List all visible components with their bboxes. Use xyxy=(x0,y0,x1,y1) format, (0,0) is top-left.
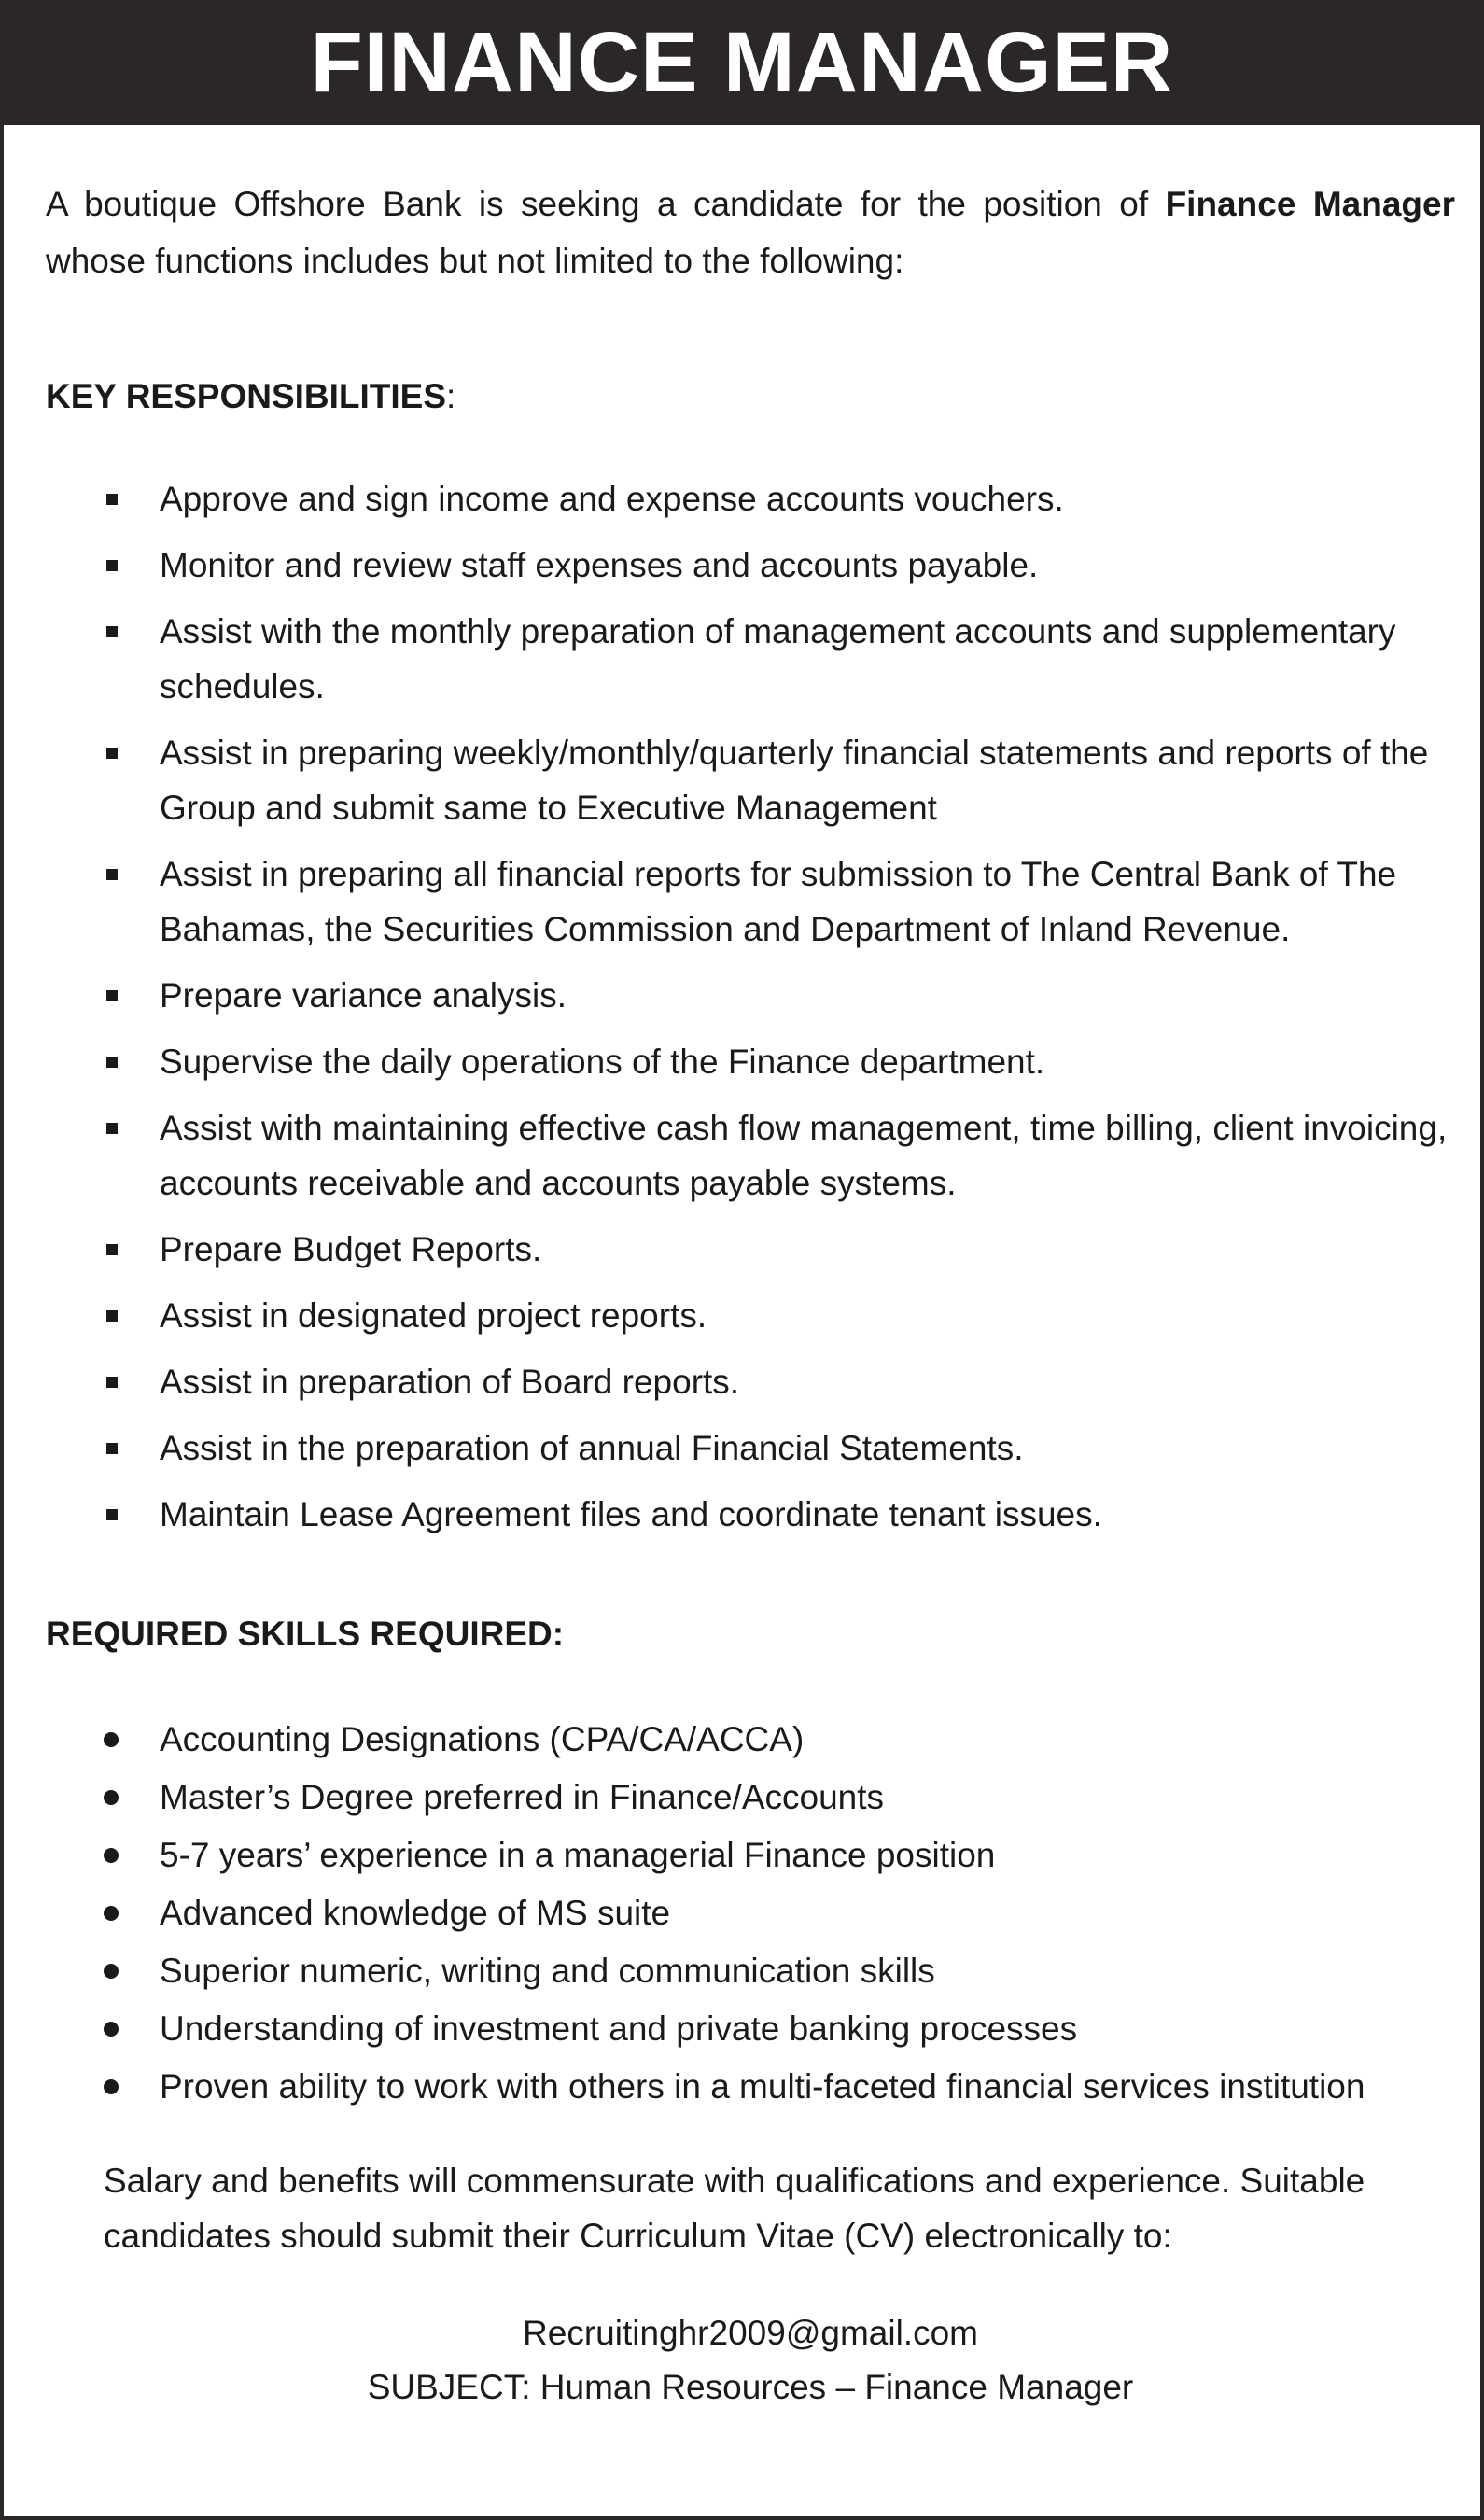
square-bullet-icon xyxy=(106,990,118,1001)
round-bullet-icon xyxy=(104,1732,119,1747)
square-bullet-icon xyxy=(106,494,118,505)
square-bullet-icon xyxy=(106,869,118,880)
square-bullet-icon xyxy=(106,1377,118,1388)
list-item-text: Superior numeric, writing and communication skills xyxy=(160,1952,935,1990)
square-bullet-icon xyxy=(106,1443,118,1454)
responsibilities-heading xyxy=(46,368,1455,425)
list-item xyxy=(46,1354,1450,1409)
list-item xyxy=(46,471,1450,526)
title-banner xyxy=(4,0,1480,125)
list-item-text: Assist in preparing all financial reports for submission to The Central Bank of The Bahamas, the Securities Commission and Department of Inland Revenue. xyxy=(160,855,1397,948)
list-item xyxy=(46,1827,1455,1884)
round-bullet-icon xyxy=(104,2079,119,2094)
list-item-text: Proven ability to work with others in a multi-faceted financial services institution xyxy=(160,2067,1365,2106)
responsibilities-heading-colon: : xyxy=(446,377,456,415)
ad-body xyxy=(46,175,1455,2415)
square-bullet-icon xyxy=(106,748,118,759)
skills-list xyxy=(46,1711,1455,2116)
list-item-text: Assist in the preparation of annual Financial Statements. xyxy=(160,1429,1024,1467)
square-bullet-icon xyxy=(106,560,118,571)
list-item-text: Assist with the monthly preparation of management accounts and supplementary schedules. xyxy=(160,612,1396,706)
list-item-text: Assist with maintaining effective cash flow management, time billing, client invoicing, accounts receivable and accounts payable systems. xyxy=(160,1109,1448,1202)
square-bullet-icon xyxy=(106,626,118,637)
list-item-text: Monitor and review staff expenses and accounts payable. xyxy=(160,546,1039,584)
contact-subject: SUBJECT: Human Resources – Finance Manager xyxy=(367,2368,1134,2406)
list-item xyxy=(46,968,1450,1023)
list-item xyxy=(46,1884,1455,1942)
list-item-text: Accounting Designations (CPA/CA/ACCA) xyxy=(160,1720,805,1758)
square-bullet-icon xyxy=(106,1310,118,1322)
list-item xyxy=(46,538,1450,593)
list-item-text: Master’s Degree preferred in Finance/Accounts xyxy=(160,1778,885,1816)
list-item-text: Prepare variance analysis. xyxy=(160,976,567,1015)
list-item xyxy=(46,1034,1450,1089)
list-item-text: Approve and sign income and expense accounts vouchers. xyxy=(160,480,1064,518)
list-item-text: Supervise the daily operations of the Finance department. xyxy=(160,1043,1045,1081)
round-bullet-icon xyxy=(104,1906,119,1921)
list-item-text: 5-7 years’ experience in a managerial Finance position xyxy=(160,1836,996,1874)
intro-paragraph xyxy=(46,175,1455,289)
list-item xyxy=(46,1942,1455,2000)
responsibilities-heading-text: KEY RESPONSIBILITIES xyxy=(46,377,447,415)
list-item xyxy=(46,604,1450,714)
intro-text-end: whose functions includes but not limited to the following: xyxy=(46,242,904,280)
list-item-text: Assist in designated project reports. xyxy=(160,1296,707,1335)
round-bullet-icon xyxy=(104,1848,119,1863)
skills-heading: REQUIRED SKILLS REQUIRED: xyxy=(46,1615,565,1653)
closing-paragraph: Salary and benefits will commensurate with qualifications and experience. Suitable candidates should submit their Curriculum Vitae (CV) electronically to: xyxy=(104,2162,1365,2255)
contact-email: Recruitinghr2009@gmail.com xyxy=(523,2314,978,2352)
list-item-text: Assist in preparation of Board reports. xyxy=(160,1363,740,1401)
list-item xyxy=(46,2000,1455,2058)
intro-position-title: Finance Manager xyxy=(1165,185,1455,223)
list-item-text: Prepare Budget Reports. xyxy=(160,1230,542,1268)
list-item xyxy=(46,1711,1455,1769)
square-bullet-icon xyxy=(106,1123,118,1134)
list-item-text: Advanced knowledge of MS suite xyxy=(160,1894,671,1932)
list-item-text: Understanding of investment and private banking processes xyxy=(160,2009,1078,2048)
list-item xyxy=(46,1487,1450,1542)
page-title: FINANCE MANAGER xyxy=(310,15,1174,110)
round-bullet-icon xyxy=(104,1790,119,1805)
list-item xyxy=(46,1100,1450,1211)
responsibilities-list xyxy=(46,471,1450,1542)
round-bullet-icon xyxy=(104,1964,119,1979)
list-item-text: Assist in preparing weekly/monthly/quarterly financial statements and reports of the Group and submit same to Executive Management xyxy=(160,734,1429,827)
square-bullet-icon xyxy=(106,1057,118,1068)
list-item xyxy=(46,2058,1455,2116)
intro-text: A boutique Offshore Bank is seeking a candidate for the position of xyxy=(46,185,1166,223)
contact-block xyxy=(46,2306,1455,2415)
list-item xyxy=(46,725,1450,835)
list-item xyxy=(46,1222,1450,1277)
round-bullet-icon xyxy=(104,2022,119,2037)
square-bullet-icon xyxy=(106,1244,118,1255)
list-item xyxy=(46,1421,1450,1476)
list-item xyxy=(46,1769,1455,1827)
square-bullet-icon xyxy=(106,1509,118,1520)
list-item xyxy=(46,847,1450,957)
list-item xyxy=(46,1288,1450,1343)
list-item-text: Maintain Lease Agreement files and coordinate tenant issues. xyxy=(160,1495,1102,1533)
